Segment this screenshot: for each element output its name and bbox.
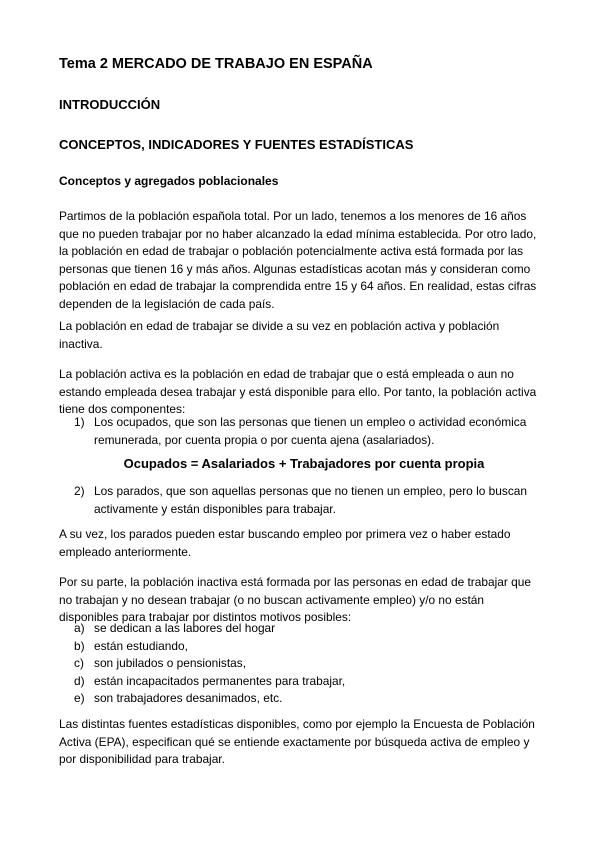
components-list-2 [59, 483, 539, 518]
list-item-text: están incapacitados permanentes para trabajar, [94, 673, 346, 688]
list-item-text: se dedican a las labores del hogar [94, 621, 276, 635]
list-marker: b) [74, 638, 85, 653]
list-marker: d) [74, 673, 85, 688]
section-heading-intro: INTRODUCCIÓN [59, 97, 161, 112]
list-item-text: Los parados, que son aquellas personas que no tienen un empleo, pero lo buscan activamente y están disponibles para trabajar. [94, 484, 527, 516]
list-item-text: son trabajadores desanimados, etc. [94, 691, 283, 706]
list-item [59, 638, 539, 656]
paragraph-division: La población en edad de trabajar se divide a su vez en población activa y población inactiva. [59, 319, 500, 351]
paragraph-unemployed: A su vez, los parados pueden estar buscando empleo por primera vez o haber estado empleado anteriormente. [59, 527, 511, 559]
paragraph-statistical-sources: Las distintas fuentes estadísticas disponibles, como por ejemplo la Encuesta de Población Activa (EPA), especifican qué se entiende exactamente por búsqueda activa de empleo y por disponibilidad para trabajar. [59, 717, 535, 767]
paragraph-active-population: La población activa es la población en edad de trabajar que o está empleada o aun no estando empleada desea trabajar y está disponible para ello. Por tanto, la población activa tiene dos componentes: [59, 367, 537, 417]
list-marker: c) [74, 656, 84, 671]
document-title: Tema 2 MERCADO DE TRABAJO EN ESPAÑA [59, 56, 373, 72]
paragraph-population: Partimos de la población española total. Por un lado, tenemos a los menores de 16 años que no pueden trabajar por no haber alcanzado la edad mínima establecida. Por otro lado, la población en edad de trabajar o población potencialmente activa está formada por las personas que tienen 16 y más años. Algunas estadísticas acotan más y consideran como población en edad de trabajar la comprendida entre 15 y 64 años. En realidad, estas cifras dependen de la legislación de cada país. [59, 209, 537, 311]
list-marker: 1) [74, 415, 85, 429]
list-item [59, 414, 539, 449]
list-item-text: son jubilados o pensionistas, [94, 656, 247, 671]
list-item [59, 690, 539, 708]
list-marker: a) [74, 621, 85, 635]
list-item-text: Los ocupados, que son las personas que tienen un empleo o actividad económica remunerada, por cuenta propia o por cuenta ajena (asalariados). [94, 415, 527, 447]
list-item [59, 655, 539, 673]
list-marker: 2) [74, 484, 85, 498]
list-item [59, 620, 539, 638]
list-item [59, 673, 539, 691]
components-list-1 [59, 414, 539, 449]
formula-occupied: Ocupados = Asalariados + Trabajadores por cuenta propia [123, 456, 485, 471]
subsection-heading: Conceptos y agregados poblacionales [59, 174, 279, 188]
inactive-reasons-list [59, 620, 539, 708]
paragraph-inactive-population: Por su parte, la población inactiva está formada por las personas en edad de trabajar que no trabajan y no desean trabajar (o no buscan activamente empleo) y/o no están disponibles para trabajar por distintos motivos posibles: [59, 575, 531, 625]
section-heading-concepts: CONCEPTOS, INDICADORES Y FUENTES ESTADÍSTICAS [59, 137, 414, 152]
list-item [59, 483, 539, 518]
list-marker: e) [74, 691, 85, 706]
list-item-text: están estudiando, [94, 638, 188, 653]
